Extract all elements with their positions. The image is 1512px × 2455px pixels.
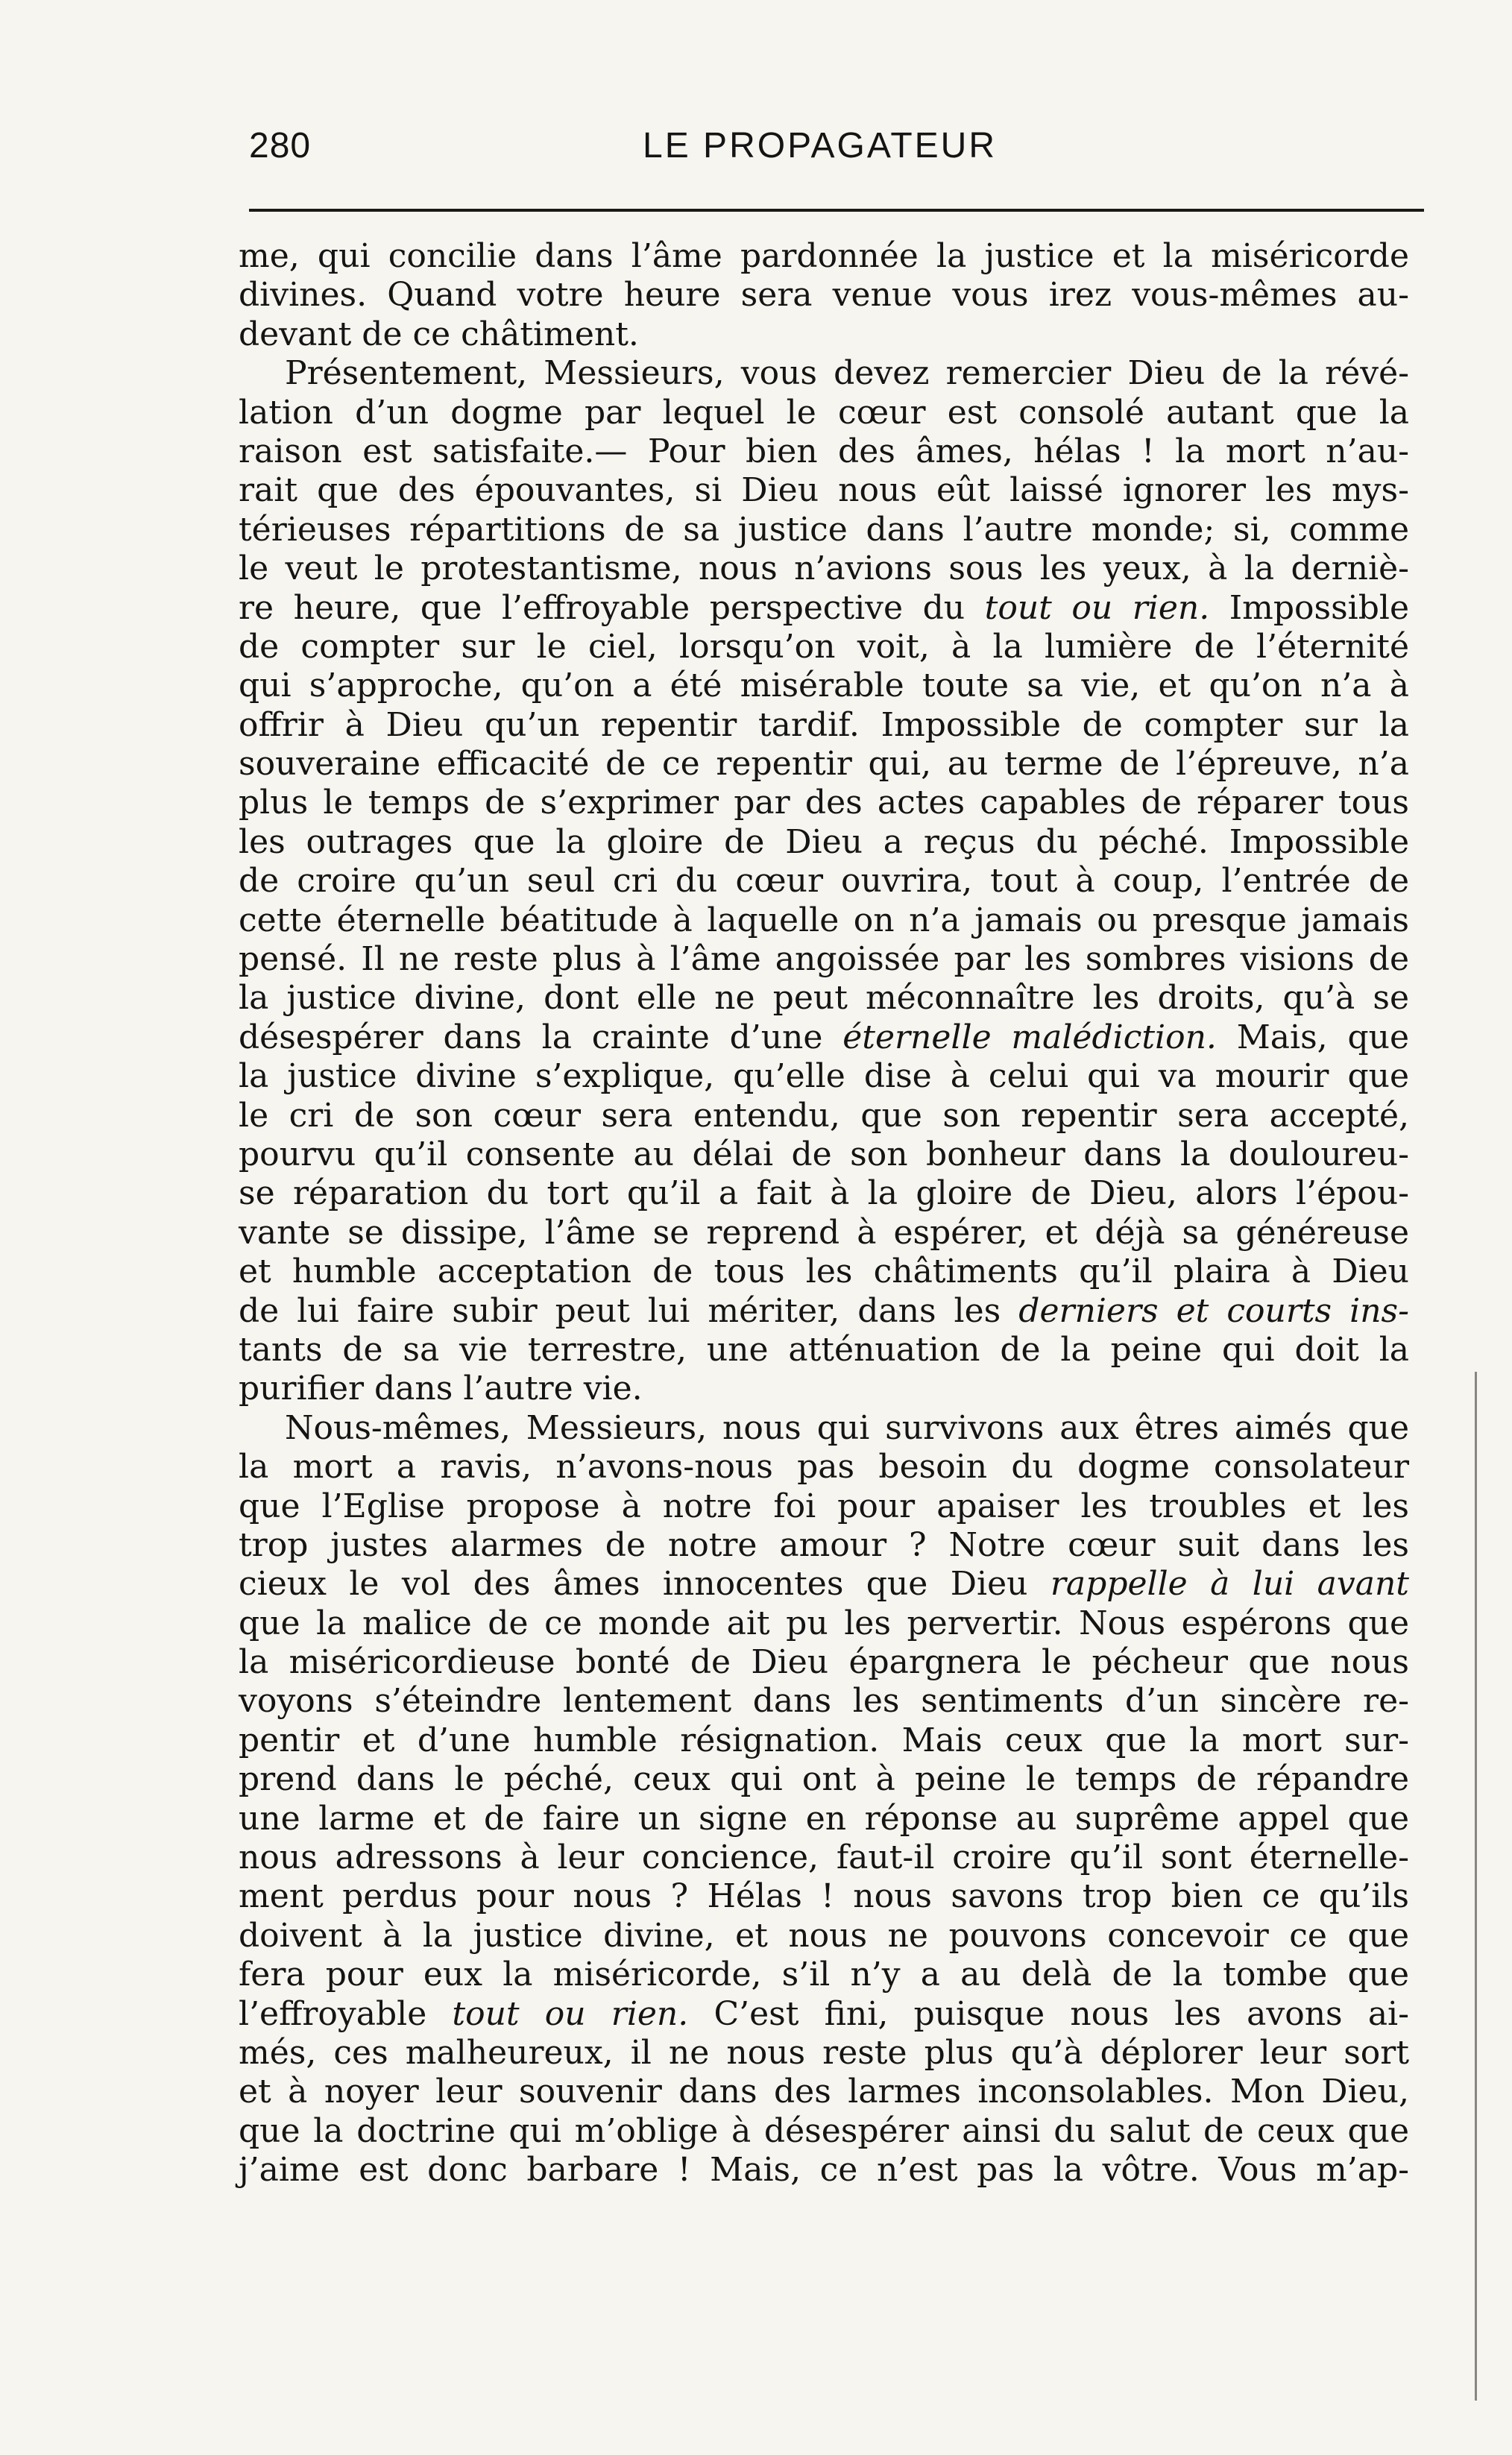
- text-line: trop justes alarmes de notre amour ? Notre cœur suit dans les: [239, 1525, 1409, 1564]
- text-line: [239, 1292, 1409, 1331]
- text-line: més, ces malheureux, il ne nous reste plus qu’à déplorer leur sort: [239, 2033, 1409, 2072]
- text-line: que la malice de ce monde ait pu les pervertir. Nous espérons que: [239, 1604, 1409, 1642]
- text-line: nous adressons à leur concience, faut-il croire qu’il sont éternelle-: [239, 1838, 1409, 1877]
- text-segment: cieux le vol des âmes innocentes que Dieu: [239, 1565, 1050, 1604]
- text-line: plus le temps de s’exprimer par des actes capables de réparer tous: [239, 784, 1409, 822]
- text-line: Présentement, Messieurs, vous devez remercier Dieu de la révé-: [285, 354, 1409, 393]
- text-line: divines. Quand votre heure sera venue vous irez vous-mêmes au-: [239, 276, 1409, 315]
- italic-phrase: tout ou rien.: [984, 588, 1210, 627]
- text-line: voyons s’éteindre lentement dans les sentiments d’un sincère re-: [239, 1682, 1409, 1721]
- text-line: que la doctrine qui m’oblige à désespérer ainsi du salut de ceux que: [239, 2111, 1409, 2150]
- text-line: [239, 1565, 1409, 1604]
- scan-edge-mark: [1475, 1372, 1477, 2401]
- text-line: raison est satisfaite.— Pour bien des âmes, hélas ! la mort n’au-: [239, 432, 1409, 470]
- text-line: doivent à la justice divine, et nous ne pouvons concevoir ce que: [239, 1916, 1409, 1955]
- text-line: le cri de son cœur sera entendu, que son repentir sera accepté,: [239, 1096, 1409, 1135]
- text-segment: Impossible: [1209, 588, 1410, 627]
- text-line: la mort a ravis, n’avons-nous pas besoin du dogme consolateur: [239, 1448, 1409, 1487]
- text-line: purifier dans l’autre vie.: [239, 1370, 643, 1408]
- text-line: de croire qu’un seul cri du cœur ouvrira, tout à coup, l’entrée de: [239, 862, 1409, 901]
- text-line: cette éternelle béatitude à laquelle on n’a jamais ou presque jamais: [239, 901, 1409, 939]
- text-line: prend dans le péché, ceux qui ont à peine le temps de répandre: [239, 1760, 1409, 1799]
- text-line: et humble acceptation de tous les châtiments qu’il plaira à Dieu: [239, 1252, 1409, 1291]
- text-line: pourvu qu’il consente au délai de son bonheur dans la douloureu-: [239, 1135, 1409, 1173]
- text-segment: re heure, que l’effroyable perspective du: [239, 588, 985, 627]
- italic-phrase: éternelle malédiction.: [842, 1018, 1217, 1056]
- italic-phrase: rappelle à lui avant: [1050, 1565, 1409, 1604]
- text-line: se réparation du tort qu’il a fait à la gloire de Dieu, alors l’épou-: [239, 1174, 1409, 1213]
- italic-phrase: tout ou rien.: [452, 1994, 689, 2033]
- text-segment: désespérer dans la crainte d’une: [239, 1018, 843, 1056]
- header-rule: [249, 209, 1424, 212]
- text-line: les outrages que la gloire de Dieu a reçus du péché. Impossible: [239, 822, 1409, 861]
- text-line: lation d’un dogme par lequel le cœur est consolé autant que la: [239, 393, 1409, 432]
- text-line: qui s’approche, qu’on a été misérable toute sa vie, et qu’on n’a à: [239, 666, 1409, 705]
- text-line: pentir et d’une humble résignation. Mais ceux que la mort sur-: [239, 1721, 1409, 1759]
- text-line: pensé. Il ne reste plus à l’âme angoissée par les sombres visions de: [239, 940, 1409, 979]
- text-line: offrir à Dieu qu’un repentir tardif. Impossible de compter sur la: [239, 705, 1409, 744]
- running-title: LE PROPAGATEUR: [643, 126, 997, 166]
- text-line: que l’Eglise propose à notre foi pour apaiser les troubles et les: [239, 1487, 1409, 1525]
- text-line: souveraine efficacité de ce repentir qui, au terme de l’épreuve, n’a: [239, 745, 1409, 784]
- text-line: fera pour eux la miséricorde, s’il n’y a au delà de la tombe que: [239, 1956, 1409, 1994]
- text-line: la justice divine, dont elle ne peut méconnaître les droits, qu’à se: [239, 979, 1409, 1018]
- text-line: devant de ce châtiment.: [239, 315, 639, 353]
- text-line: vante se dissipe, l’âme se reprend à espérer, et déjà sa généreuse: [239, 1213, 1409, 1252]
- text-line: [239, 1018, 1409, 1057]
- text-line: la miséricordieuse bonté de Dieu épargnera le pécheur que nous: [239, 1643, 1409, 1682]
- text-segment: de lui faire subir peut lui mériter, dans les: [239, 1291, 1019, 1330]
- text-line: ment perdus pour nous ? Hélas ! nous savons trop bien ce qu’ils: [239, 1877, 1409, 1916]
- text-line: rait que des épouvantes, si Dieu nous eût laissé ignorer les mys-: [239, 471, 1409, 510]
- page-header: [249, 125, 1424, 185]
- text-line: [239, 589, 1409, 628]
- text-line: de compter sur le ciel, lorsqu’on voit, à la lumière de l’éternité: [239, 627, 1409, 666]
- italic-phrase: derniers et courts ins-: [1018, 1291, 1410, 1330]
- body-text: [239, 237, 1409, 2190]
- text-line: me, qui concilie dans l’âme pardonnée la justice et la miséricorde: [239, 237, 1409, 275]
- text-line: [239, 1995, 1409, 2034]
- text-line: et à noyer leur souvenir dans des larmes inconsolables. Mon Dieu,: [239, 2073, 1409, 2111]
- text-line: le veut le protestantisme, nous n’avions sous les yeux, à la derniè-: [239, 549, 1409, 588]
- text-line: une larme et de faire un signe en réponse au suprême appel que: [239, 1799, 1409, 1838]
- text-line: térieuses répartitions de sa justice dans l’autre monde; si, comme: [239, 510, 1409, 549]
- text-line: j’aime est donc barbare ! Mais, ce n’est pas la vôtre. Vous m’ap-: [239, 2151, 1409, 2190]
- text-segment: Mais, que: [1216, 1018, 1409, 1056]
- page-number: 280: [249, 126, 312, 166]
- text-line: tants de sa vie terrestre, une atténuation de la peine qui doit la: [239, 1330, 1409, 1369]
- text-segment: C’est fini, puisque nous les avons ai-: [688, 1994, 1409, 2033]
- text-line: la justice divine s’explique, qu’elle dise à celui qui va mourir que: [239, 1057, 1409, 1096]
- text-line: Nous-mêmes, Messieurs, nous qui survivons aux êtres aimés que: [285, 1408, 1409, 1447]
- text-segment: l’effroyable: [239, 1994, 453, 2033]
